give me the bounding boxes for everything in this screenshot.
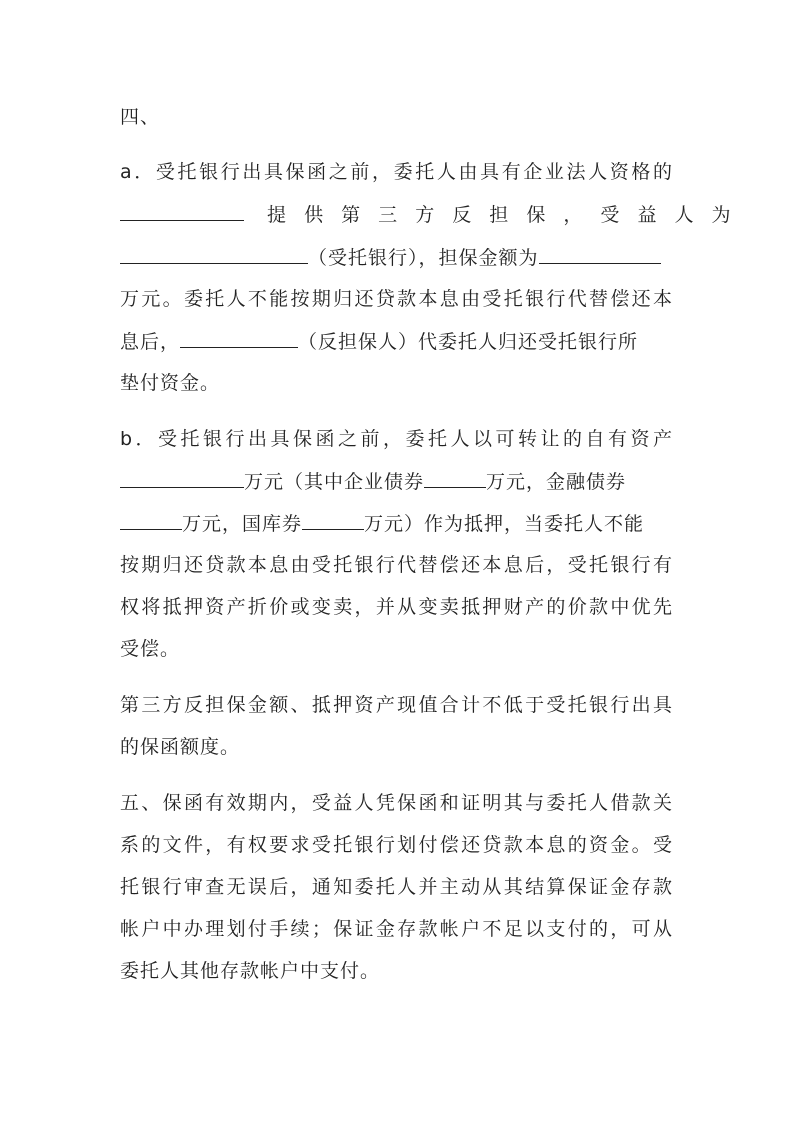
section-four-heading: 四、 <box>120 106 161 128</box>
para-a-line-5-text-2: （反担保人）代委托人归还受托银行所 <box>298 331 639 353</box>
para-b-line-4: 按期归还贷款本息由受托银行代替偿还本息后，受托银行有 <box>120 554 673 576</box>
para-a-line-5-text-1: 息后， <box>120 331 181 353</box>
blank-guarantor <box>120 202 244 221</box>
blank-financial-bonds <box>120 511 182 530</box>
blank-guarantee-amount <box>539 245 661 264</box>
section-five-line-1: 五、保函有效期内，受益人凭保函和证明其与委托人借款关 <box>120 792 673 814</box>
para-a-line-6: 垫付资金。 <box>120 372 221 394</box>
para-c-line-1: 第三方反担保金额、抵押资产现值合计不低于受托银行出具 <box>120 694 673 716</box>
para-a-line-5 <box>120 329 673 353</box>
para-a-line-2-text: 提 供 第 三 方 反 担 保 ， 受 益 人 为 <box>267 204 737 226</box>
para-a-line-3-text: （受托银行），担保金额为 <box>308 247 539 269</box>
para-a-line-1: a．受托银行出具保函之前，委托人由具有企业法人资格的 <box>120 161 673 183</box>
para-b-line-2 <box>120 469 673 493</box>
blank-beneficiary <box>120 245 308 264</box>
para-b-line-5: 权将抵押资产折价或变卖，并从变卖抵押财产的价款中优先 <box>120 596 673 618</box>
section-five-line-3: 托银行审查无误后，通知委托人并主动从其结算保证金存款 <box>120 876 673 898</box>
para-b-line-6: 受偿。 <box>120 638 181 660</box>
para-b-line-2-text-2: 万元，金融债券 <box>486 471 627 493</box>
para-a-line-4: 万元。委托人不能按期归还贷款本息由受托银行代替偿还本 <box>120 288 673 310</box>
section-five-line-4: 帐户中办理划付手续；保证金存款帐户不足以支付的，可从 <box>120 918 673 940</box>
blank-counter-guarantor <box>180 329 298 348</box>
para-a-line-3 <box>120 245 673 269</box>
para-b-line-1: b．受托银行出具保函之前，委托人以可转让的自有资产 <box>120 428 673 450</box>
para-b-line-3-text-2: 万元）作为抵押，当委托人不能 <box>364 513 645 535</box>
para-b-line-3 <box>120 511 673 535</box>
blank-treasury-bonds <box>302 511 364 530</box>
para-b-line-3-text-1: 万元，国库券 <box>182 513 303 535</box>
section-five-line-2: 系的文件，有权要求受托银行划付偿还贷款本息的资金。受 <box>120 834 673 856</box>
blank-asset-total <box>120 469 244 488</box>
para-a-line-2 <box>120 202 737 226</box>
blank-corporate-bonds <box>424 469 486 488</box>
para-c-line-2: 的保函额度。 <box>120 736 241 758</box>
para-b-line-2-text-1: 万元（其中企业债券 <box>244 471 425 493</box>
section-five-line-5: 委托人其他存款帐户中支付。 <box>120 960 381 982</box>
